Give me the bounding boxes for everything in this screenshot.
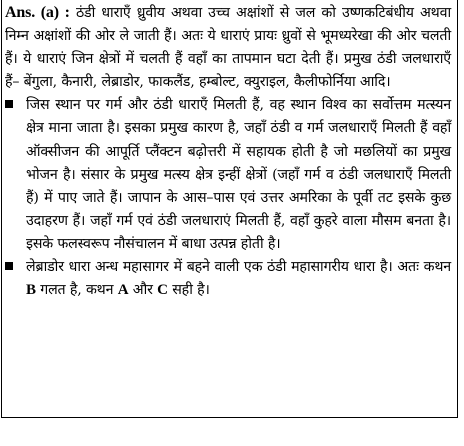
labrador-text-end: सही है। [172,282,210,299]
bullet-item-labrador [5,256,451,302]
answer-content [5,1,451,302]
labrador-text-start: लेब्राडोर धारा अन्ध महासागर में बहने वाली एक ठंडी महासागरीय धारा है। अतः कथन [26,259,451,276]
bullet-item-fishing-zones [5,94,451,256]
square-bullet-icon [5,262,13,270]
statement-letter-c: C [157,282,168,299]
labrador-text-and: और [132,282,153,299]
labrador-text-middle: गलत है, कथन [40,282,114,299]
bullet-text-labrador [26,259,451,298]
statement-letter-b: B [26,282,36,299]
square-bullet-icon [5,100,13,108]
answer-text: ठंडी धाराएँ ध्रुवीय अथवा उच्च अक्षांशों से जल को उष्णकटिबंधीय अथवा निम्न अक्षांशों की ओर ले जाती हैं। अतः ये धाराएं प्रायः ध्रुवों से भूमध्यरेखा की ओर चलती हैं। ये धाराएं जिन क्षेत्रों में चलती हैं वहाँ का तापमान घटा देती हैं। प्रमुख ठंडी जलधाराएँ हैं– बेंगुला, कैनारी, लेब्राडोर, फाकलैंड, हम्बोल्ट, क्युराइल, कैलीफोर्निया आदि। [5,5,451,91]
answer-label: Ans. (a) : [5,4,70,21]
answer-paragraph [5,1,451,94]
bullet-text-fishing-zones: जिस स्थान पर गर्म और ठंडी धाराएँ मिलती हैं, वह स्थान विश्व का सर्वोत्तम मत्स्यन क्षेत्र माना जाता है। इसका प्रमुख कारण है, जहाँ ठंडी व गर्म जलधाराएँ मिलती हैं वहाँ ऑक्सीजन की आपूर्ति प्लैंक्टन बढ़ोत्तरी में सहायक होती है जो मछलियों का प्रमुख भोजन है। संसार के प्रमुख मत्स्य क्षेत्र इन्हीं क्षेत्रों (जहाँ गर्म व ठंडी जलधाराएँ मिलती हैं) में पाए जाते हैं। जापान के आस–पास एवं उत्तर अमरिका के पूर्वी तट इसके कुछ उदाहरण हैं। जहाँ गर्म एवं ठंडी जलधाराएं मिलती हैं, वहाँ कुहरे वाला मौसम बनता है। इसके फलस्वरूप नौसंचालन में बाधा उत्पन्न होती है। [26,97,451,252]
statement-letter-a: A [117,282,129,299]
